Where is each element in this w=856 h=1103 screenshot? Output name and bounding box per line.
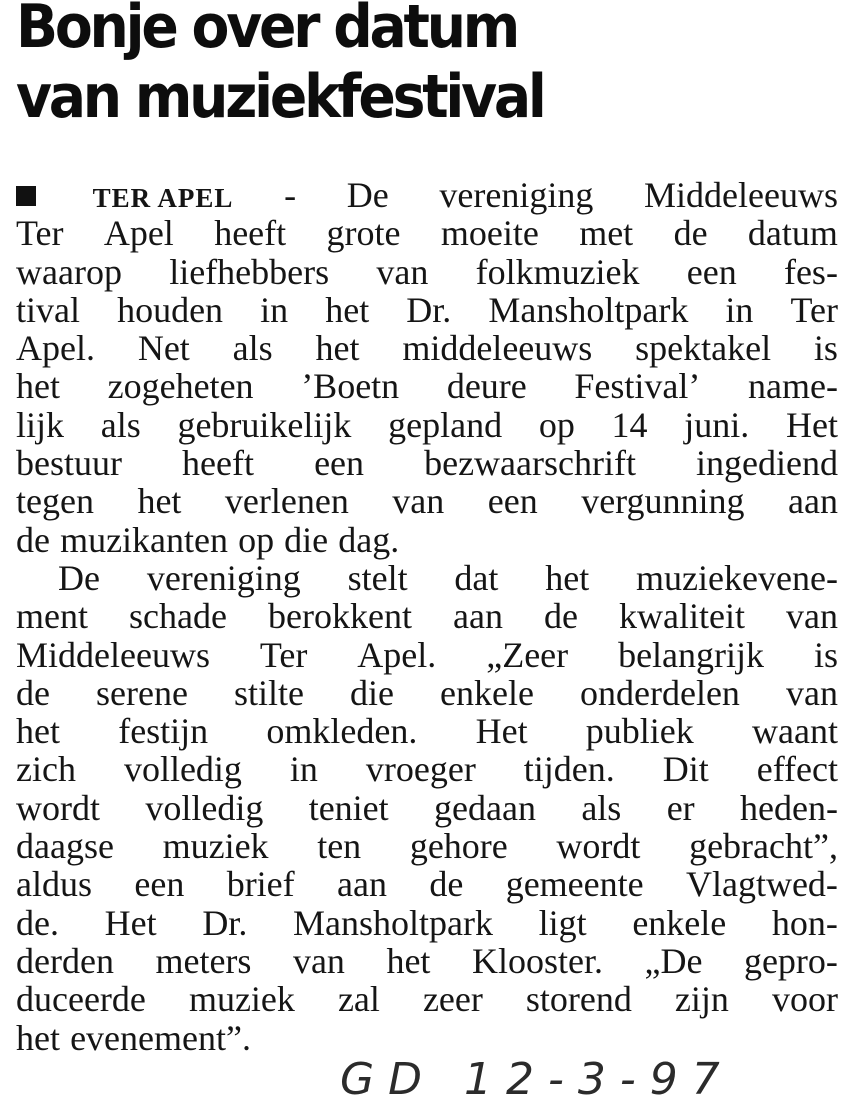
word: juni. [684,404,750,445]
word: Mansholtpark [292,902,493,943]
word: liefhebbers [169,251,330,292]
word: Dr. [406,289,452,330]
text-line [16,559,838,597]
word: zeer [422,979,483,1020]
word: gebruikelijk [177,404,352,445]
headline [16,0,544,132]
word: zal [337,979,380,1020]
word: lijk [16,404,65,445]
word: vereniging [439,175,594,215]
word: tijden. [523,749,615,790]
word: Middeleeuws [644,175,838,215]
word: verlenen [224,481,349,522]
word: dag. [338,519,400,560]
word: houden [117,289,224,330]
word: met [579,213,634,254]
word: serene [96,672,188,713]
word: muziek [188,979,295,1020]
text-line [16,367,838,405]
word: voor [771,979,838,1020]
word: vroeger [365,749,476,790]
word: gepland [388,404,503,445]
word: een [134,864,185,905]
word: brief [226,864,295,905]
word: ligt [538,902,587,943]
word: ingediend [696,443,838,484]
word: volledig [145,787,264,828]
word: van [392,481,445,522]
word: het [386,940,431,981]
headline-line-2: van muziekfestival [16,62,544,132]
word: belangrijk [618,634,765,675]
word: Net [137,328,190,369]
word: Middeleeuws [16,634,210,675]
word: kwaliteit [619,596,745,637]
word: Dr. [202,902,248,943]
text-line [16,444,838,482]
text-line [16,482,838,520]
text-line [16,942,838,980]
word: Apel. [16,328,95,369]
word: is [813,634,838,675]
word: het [16,711,60,752]
word: moeite [440,213,539,254]
word: gemeente [505,864,644,905]
text-line [16,865,838,903]
word: omkleden. [266,711,418,752]
word: deure [446,366,527,407]
word: op [538,404,575,445]
word: grote [326,213,401,254]
word: De [346,175,389,215]
word: 14 [611,404,648,445]
article-paragraph [16,559,838,1057]
handwritten-date-text: GD 12-3-97 [340,1054,734,1102]
word: teniet [308,787,389,828]
word: van [376,251,429,292]
text-line [16,674,838,712]
word: Vlagtwed- [685,864,838,905]
word: aan [452,596,503,637]
word: Klooster. [471,940,603,981]
paragraph-bullet-icon [16,186,36,206]
text-line [16,636,838,674]
word: Ter [16,213,64,254]
word: aan [337,864,387,905]
text-line [16,329,838,367]
word: in [260,289,289,330]
word: op [238,519,275,560]
word: als [232,328,273,369]
word: schade [129,596,227,637]
word: muziek [162,826,269,867]
word: bezwaarschrift [424,443,636,484]
word: publiek [585,711,694,752]
article-paragraph [16,176,838,559]
word: de [429,864,464,905]
word: het [315,328,360,369]
word: daagse [16,826,114,867]
word: spektakel [635,328,772,369]
word: Dit [662,749,709,790]
dateline: TER APEL [92,183,234,213]
word: meters [155,940,252,981]
word: ’Boetn [301,366,400,407]
word: de [16,672,50,713]
word: de [673,213,708,254]
word: gehore [409,826,508,867]
word: De [58,557,100,598]
word: aldus [16,864,92,905]
word: duceerde [16,979,146,1020]
word: is [813,328,838,369]
text-line [16,214,838,252]
word: als [100,404,141,445]
word: die [350,672,394,713]
word: tegen [16,481,94,522]
word: muzikanten [60,519,229,560]
text-line [16,789,838,827]
word: het [545,557,590,598]
word: derden [16,940,114,981]
word: wordt [16,787,100,828]
text-line [16,827,838,865]
word: van [785,672,838,713]
word: muziekevene- [636,557,838,598]
text-line [16,750,838,788]
word: hon- [771,902,838,943]
word: vereniging [146,557,301,598]
word: heeft [182,443,254,484]
word: zogeheten [107,366,254,407]
word: berokkent [268,596,412,637]
word: die [284,519,329,560]
word: Het [475,711,528,752]
word: heeft [214,213,287,254]
word: van [786,596,838,637]
word: waarop [16,251,122,292]
word: als [581,787,622,828]
word: bestuur [16,443,122,484]
word: wordt [556,826,641,867]
word: een [314,443,365,484]
word: onderdelen [580,672,740,713]
word: Ter [790,289,838,330]
word: het [137,481,182,522]
word: - [284,175,297,215]
word: festijn [118,711,209,752]
word: stelt [347,557,408,598]
text-line [16,980,838,1018]
word: effect [756,749,838,790]
handwritten-date [336,1052,776,1102]
word: evenement”. [70,1017,251,1058]
word: storend [525,979,632,1020]
text-line [16,253,838,291]
word: enkele [440,672,534,713]
word: het [16,1017,60,1058]
word: in [289,749,318,790]
word: aan [787,481,838,522]
word: een [686,251,737,292]
word: ten [317,826,362,867]
word: van [292,940,345,981]
word: Het [785,404,838,445]
word: de. [16,902,59,943]
word: de [543,596,578,637]
word: dat [454,557,499,598]
word: Mansholtpark [488,289,689,330]
word: de [16,519,50,560]
word: fes- [783,251,838,292]
text-line [16,712,838,750]
word: volledig [123,749,242,790]
word: stilte [233,672,304,713]
article-body [16,176,838,1057]
text-line [16,904,838,942]
word: folkmuziek [475,251,640,292]
word: zijn [674,979,729,1020]
word: het [16,366,60,407]
word: zich [16,749,76,790]
text-line [16,597,838,635]
word: „Zeer [486,634,569,675]
word: heden- [740,787,838,828]
word: in [725,289,754,330]
word: gepro- [743,940,838,981]
word: Apel [103,213,174,254]
word: Apel. [357,634,437,675]
headline-line-1: Bonje over datum [16,0,518,62]
word: Festival’ [574,366,701,407]
word: Het [104,902,157,943]
word: vergunning [581,481,745,522]
word: gebracht”, [689,826,838,867]
word: middeleeuws [402,328,593,369]
word: name- [748,366,838,407]
word: datum [747,213,838,254]
text-line [16,291,838,329]
text-line [16,176,838,214]
word: ment [16,596,88,637]
word: „De [644,940,703,981]
word: er [666,787,695,828]
word: enkele [632,902,727,943]
word: gedaan [434,787,536,828]
word: waant [752,711,838,752]
word: tival [16,289,80,330]
text-line [16,406,838,444]
word: Ter [259,634,308,675]
word: een [487,481,538,522]
text-line [16,521,838,559]
word: het [325,289,370,330]
